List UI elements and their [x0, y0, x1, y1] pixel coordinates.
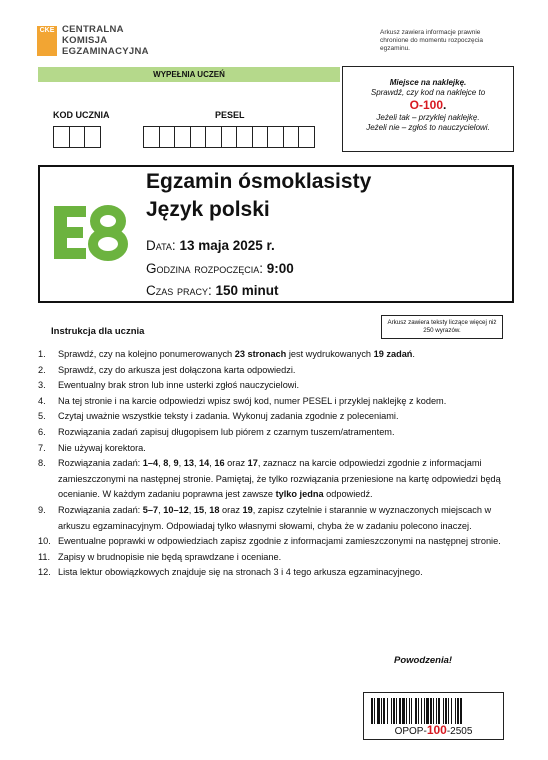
- instruction-text: Rozwiązania zadań: 1–4, 8, 9, 13, 14, 16 oraz 17, zaznacz na karcie odpowiedzi zgodnie z informacjami zamieszczonymi na następnej stronie. Pamiętaj, że tylko rozwiązania przeniesione na kartę odpowiedzi będą ocenianie. W każdym zadaniu poprawna jest zawsze tylko jedna odpowiedź.: [58, 458, 501, 500]
- instruction-number: 4.: [38, 395, 46, 406]
- barcode-box: [363, 692, 504, 740]
- fill-in-bar: WYPEŁNIA UCZEŃ: [38, 67, 340, 82]
- instruction-text: Lista lektur obowiązkowych znajduje się na stronach 3 i 4 tego arkusza egzaminacyjnego.: [58, 567, 423, 578]
- instruction-number: 11.: [38, 551, 51, 562]
- instruction-item: [38, 378, 508, 394]
- instruction-number: 12.: [38, 567, 51, 578]
- svg-text:E8: E8: [50, 202, 52, 203]
- instruction-text: Zapisy w brudnopisie nie będą sprawdzane i oceniane.: [58, 551, 282, 562]
- barcode-text: OPOP-100-2505: [394, 723, 473, 737]
- instruction-text: Nie używaj korektora.: [58, 442, 146, 453]
- instructions-title: Instrukcja dla ucznia: [51, 326, 145, 337]
- instruction-text: Sprawdź, czy na kolejno ponumerowanych 23 stronach jest wydrukowanych 19 zadań.: [58, 349, 415, 359]
- instruction-item: [38, 565, 508, 581]
- pesel-label: PESEL: [215, 110, 245, 120]
- instruction-item: [38, 347, 508, 363]
- instruction-text: Na tej stronie i na karcie odpowiedzi wpisz swój kod, numer PESEL i przyklej naklejkę z kodem.: [58, 395, 447, 406]
- instruction-item: [38, 503, 508, 534]
- instruction-number: 3.: [38, 380, 46, 391]
- barcode-icon: [371, 698, 497, 724]
- logo-text: CENTRALNA KOMISJA EGZAMINACYJNA: [62, 24, 149, 57]
- exam-date: Data: 13 maja 2025 r.: [146, 238, 275, 253]
- instruction-text: Sprawdź, czy do arkusza jest dołączona karta odpowiedzi.: [58, 364, 296, 375]
- instruction-text: Czytaj uważnie wszystkie teksty i zadania. Wykonuj zadania zgodnie z poleceniami.: [58, 411, 399, 422]
- exam-start-time: Godzina rozpoczęcia: 9:00: [146, 261, 294, 276]
- student-code-boxes[interactable]: [54, 126, 101, 148]
- closing-text: Powodzenia!: [394, 655, 453, 666]
- instruction-text: Ewentualne poprawki w odpowiedziach zapisz zgodnie z informacjami zamieszczonymi na następnej stronie.: [58, 536, 501, 547]
- logo-mark-icon: CKE: [37, 26, 57, 56]
- legal-notice: Arkusz zawiera informacje prawnie chronione do momentu rozpoczęcia egzaminu.: [380, 29, 483, 52]
- instruction-number: 10.: [38, 536, 51, 547]
- instruction-item: [38, 456, 508, 503]
- instruction-text: Ewentualny brak stron lub inne usterki zgłoś nauczycielowi.: [58, 380, 300, 391]
- instruction-item: [38, 394, 508, 410]
- instruction-item: [38, 363, 508, 379]
- instruction-item: [38, 409, 508, 425]
- instruction-item: [38, 550, 508, 566]
- instruction-number: 7.: [38, 442, 46, 453]
- instruction-text: Rozwiązania zadań zapisuj długopisem lub piórem z czarnym tuszem/atramentem.: [58, 426, 395, 437]
- instructions-list: [38, 347, 508, 581]
- e8-badge-icon: [50, 202, 130, 264]
- instruction-number: 2.: [38, 364, 46, 375]
- instruction-number: 9.: [38, 504, 46, 515]
- instruction-item: [38, 534, 508, 550]
- exam-title: Egzamin ósmoklasisty: [146, 170, 372, 193]
- instruction-item: [38, 441, 508, 457]
- sticker-code: O-100: [409, 98, 443, 112]
- text-length-notice: Arkusz zawiera teksty liczące więcej niż 250 wyrazów.: [381, 315, 503, 339]
- instruction-number: 8.: [38, 458, 46, 469]
- instruction-number: 5.: [38, 411, 46, 422]
- exam-subject: Język polski: [146, 198, 270, 221]
- sticker-area: Miejsce na naklejkę. Sprawdź, czy kod na naklejce to O-100. Jeżeli tak – przyklej naklejkę. Jeżeli nie – zgłoś to nauczycielowi.: [342, 66, 514, 152]
- pesel-boxes[interactable]: [144, 126, 315, 148]
- instruction-number: 1.: [38, 349, 46, 359]
- cke-logo: [37, 24, 177, 58]
- instruction-number: 6.: [38, 426, 46, 437]
- instruction-text: Rozwiązania zadań: 5–7, 10–12, 15, 18 oraz 19, zapisz czytelnie i starannie w wyznaczonych miejscach w arkuszu egzaminacyjnym. Odpowiadaj tylko własnymi słowami, chyba że w zadaniu polecono inaczej.: [58, 504, 492, 531]
- exam-duration: Czas pracy: 150 minut: [146, 283, 279, 298]
- student-code-label: KOD UCZNIA: [53, 110, 110, 120]
- instruction-item: [38, 425, 508, 441]
